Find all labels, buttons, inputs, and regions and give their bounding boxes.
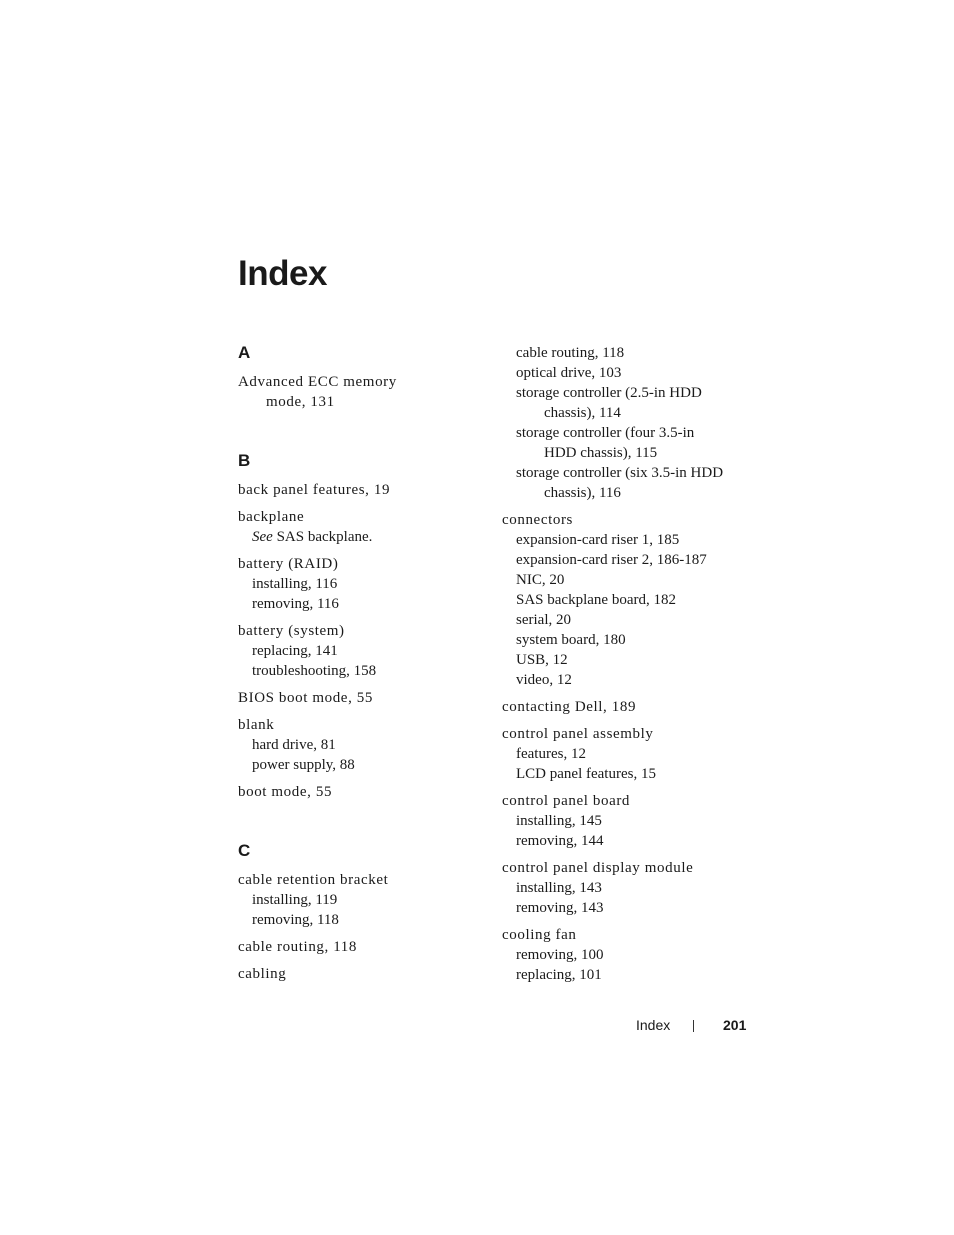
index-subentry: hard drive, 81 bbox=[252, 737, 336, 753]
index-subentry: video, 12 bbox=[516, 672, 572, 688]
index-subentry: installing, 119 bbox=[252, 892, 338, 908]
index-subentry: storage controller (2.5-in HDD bbox=[516, 385, 702, 401]
index-entry-boot-mode bbox=[238, 782, 478, 802]
index-term: connectors bbox=[502, 512, 573, 528]
footer-separator bbox=[693, 1020, 694, 1032]
index-entry-back-panel bbox=[238, 480, 478, 500]
index-entry-control-panel-board bbox=[502, 791, 752, 851]
index-entry-contacting-dell bbox=[502, 697, 752, 717]
index-term: boot mode, 55 bbox=[238, 784, 333, 800]
page-number: 201 bbox=[723, 1017, 747, 1033]
index-subentry: removing, 100 bbox=[516, 947, 604, 963]
index-entry-cooling-fan bbox=[502, 925, 752, 985]
section-letter-b: B bbox=[238, 451, 251, 470]
index-term: cable retention bracket bbox=[238, 872, 389, 888]
index-entry-cabling-continued bbox=[502, 343, 752, 503]
page-title: Index bbox=[238, 254, 327, 293]
index-entry-control-panel-display bbox=[502, 858, 752, 918]
index-term: control panel display module bbox=[502, 860, 694, 876]
index-subentry: serial, 20 bbox=[516, 612, 571, 628]
index-entry-blank bbox=[238, 715, 478, 775]
section-letter-a: A bbox=[238, 343, 251, 362]
index-subentry: features, 12 bbox=[516, 746, 586, 762]
index-subentry: replacing, 141 bbox=[252, 643, 338, 659]
index-term: cooling fan bbox=[502, 927, 577, 943]
see-reference bbox=[238, 527, 478, 547]
index-subentry-continuation: chassis), 114 bbox=[544, 405, 621, 421]
index-subentry: expansion-card riser 1, 185 bbox=[516, 532, 680, 548]
index-entry-cable-retention bbox=[238, 870, 478, 930]
index-subentry: removing, 143 bbox=[516, 900, 604, 916]
index-entry-advanced-ecc bbox=[238, 372, 478, 412]
index-term: battery (system) bbox=[238, 623, 345, 639]
index-term-continuation: mode, 131 bbox=[266, 394, 335, 410]
index-subentry: cable routing, 118 bbox=[516, 345, 625, 361]
index-entry-connectors bbox=[502, 510, 752, 690]
index-term: backplane bbox=[238, 509, 305, 525]
index-term: control panel board bbox=[502, 793, 631, 809]
index-entry-cabling bbox=[238, 964, 478, 984]
index-subentry: removing, 144 bbox=[516, 833, 604, 849]
index-entry-cable-routing bbox=[238, 937, 478, 957]
index-subentry: installing, 143 bbox=[516, 880, 602, 896]
index-term: cabling bbox=[238, 966, 287, 982]
index-subentry: power supply, 88 bbox=[252, 757, 355, 773]
index-term: control panel assembly bbox=[502, 726, 654, 742]
index-subentry: SAS backplane board, 182 bbox=[516, 592, 676, 608]
index-subentry: installing, 145 bbox=[516, 813, 602, 829]
index-subentry: expansion-card riser 2, 186-187 bbox=[516, 552, 707, 568]
index-subentry: removing, 116 bbox=[252, 596, 339, 612]
index-term: battery (RAID) bbox=[238, 556, 339, 572]
index-entry-bios bbox=[238, 688, 478, 708]
index-subentry: replacing, 101 bbox=[516, 967, 602, 983]
section-letter-c: C bbox=[238, 841, 251, 860]
index-entry-battery-raid bbox=[238, 554, 478, 614]
index-term: Advanced ECC memory bbox=[238, 374, 397, 390]
index-subentry-continuation: HDD chassis), 115 bbox=[544, 445, 658, 461]
index-term: blank bbox=[238, 717, 275, 733]
index-column-left bbox=[238, 343, 478, 991]
index-subentry: NIC, 20 bbox=[516, 572, 565, 588]
index-subentry: storage controller (six 3.5-in HDD bbox=[516, 465, 724, 481]
index-subentry: storage controller (four 3.5-in bbox=[516, 425, 695, 441]
index-subentry: installing, 116 bbox=[252, 576, 338, 592]
index-entry-backplane bbox=[238, 507, 478, 547]
see-word: See bbox=[252, 529, 273, 545]
index-subentry: removing, 118 bbox=[252, 912, 339, 928]
footer-label: Index bbox=[636, 1017, 671, 1033]
index-term: cable routing, 118 bbox=[238, 939, 357, 955]
see-target: SAS backplane. bbox=[276, 529, 373, 545]
index-term: back panel features, 19 bbox=[238, 482, 391, 498]
index-entry-battery-system bbox=[238, 621, 478, 681]
index-subentry: LCD panel features, 15 bbox=[516, 766, 656, 782]
index-term: contacting Dell, 189 bbox=[502, 699, 637, 715]
index-entry-control-panel-assembly bbox=[502, 724, 752, 784]
index-subentry: troubleshooting, 158 bbox=[252, 663, 377, 679]
index-column-right bbox=[502, 343, 752, 992]
index-subentry-continuation: chassis), 116 bbox=[544, 485, 621, 501]
page-footer bbox=[0, 1014, 954, 1036]
index-term: BIOS boot mode, 55 bbox=[238, 690, 373, 706]
index-subentry: optical drive, 103 bbox=[516, 365, 622, 381]
index-subentry: USB, 12 bbox=[516, 652, 568, 668]
index-subentry: system board, 180 bbox=[516, 632, 626, 648]
